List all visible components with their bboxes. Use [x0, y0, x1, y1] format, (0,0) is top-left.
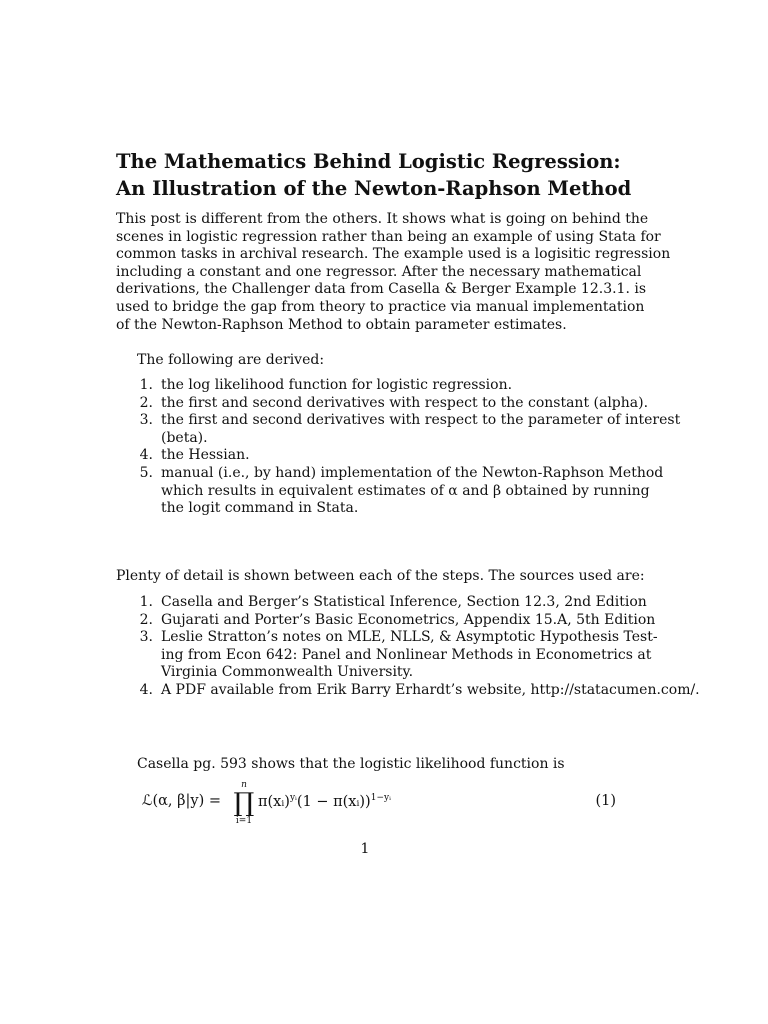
list-number: 3.	[139, 629, 153, 646]
intro-line: including a constant and one regressor. After the necessary mathematical	[116, 263, 642, 280]
likelihood-equation	[140, 778, 620, 830]
derived-list	[125, 377, 681, 518]
equation-number: (1)	[595, 793, 616, 809]
list-number: 1.	[139, 377, 153, 393]
page-number: 1	[360, 841, 370, 857]
list-number: 4.	[139, 681, 153, 698]
list-item	[125, 394, 649, 413]
list-item	[125, 377, 625, 395]
list-number: 4.	[139, 447, 153, 464]
list-text: A PDF available from Erik Barry Erhardt’s website, http://statacumen.com/.	[161, 681, 700, 698]
list-text: the logit command in Stata.	[161, 500, 359, 517]
sources-lead: Plenty of detail is shown between each of the steps. The sources used are:	[116, 568, 645, 584]
equation-exponent-1: yᵢ	[289, 793, 297, 803]
list-number: 3.	[139, 412, 153, 429]
page-title	[116, 148, 676, 202]
list-text: manual (i.e., by hand) implementation of the Newton-Raphson Method	[161, 464, 664, 481]
list-text: (beta).	[161, 429, 208, 446]
list-text: the Hessian.	[161, 447, 250, 464]
list-item	[125, 464, 664, 518]
list-number: 2.	[139, 394, 153, 411]
equation-rhs-main: π(xᵢ)	[258, 794, 290, 810]
list-item	[125, 412, 681, 447]
list-text: Leslie Stratton’s notes on MLE, NLLS, & Asymptotic Hypothesis Test-	[161, 629, 658, 646]
product-upper-limit: n	[241, 780, 247, 790]
equation-rhs	[258, 793, 391, 810]
list-number: 2.	[139, 611, 153, 628]
equation-lhs: ℒ(α, β|y) =	[142, 793, 221, 809]
intro-line: scenes in logistic regression rather than being an example of using Stata for	[116, 228, 661, 245]
list-text: the first and second derivatives with respect to the constant (alpha).	[161, 394, 649, 411]
intro-line: common tasks in archival research. The example used is a logisitic regression	[116, 246, 671, 263]
list-item	[125, 447, 625, 465]
intro-line: of the Newton-Raphson Method to obtain parameter estimates.	[116, 316, 567, 333]
title-line-2: An Illustration of the Newton-Raphson Method	[116, 177, 632, 200]
list-number: 5.	[139, 464, 153, 481]
equation-rhs-mid: (1 − π(xᵢ))	[296, 794, 371, 810]
product-lower-limit: i=1	[235, 816, 253, 826]
product-symbol: ∏	[233, 788, 255, 818]
list-text: Gujarati and Porter’s Basic Econometrics, Appendix 15.A, 5th Edition	[161, 611, 656, 628]
list-text: which results in equivalent estimates of α and β obtained by running	[161, 482, 650, 499]
list-text: ing from Econ 642: Panel and Nonlinear Methods in Econometrics at	[161, 646, 652, 663]
list-text: Casella and Berger’s Statistical Inference, Section 12.3, 2nd Edition	[161, 594, 647, 610]
intro-paragraph	[116, 211, 671, 334]
sources-list	[125, 594, 700, 700]
list-item	[125, 629, 658, 682]
intro-line: derivations, the Challenger data from Casella & Berger Example 12.3.1. is	[116, 281, 647, 298]
list-number: 1.	[139, 594, 153, 610]
casella-sentence: Casella pg. 593 shows that the logistic likelihood function is	[137, 756, 565, 772]
title-line-1: The Mathematics Behind Logistic Regression:	[116, 150, 621, 173]
list-item	[125, 611, 656, 630]
list-text: the log likelihood function for logistic regression.	[161, 377, 513, 393]
list-text: the first and second derivatives with respect to the parameter of interest	[161, 412, 681, 429]
intro-line: used to bridge the gap from theory to practice via manual implementation	[116, 298, 645, 315]
list-item	[125, 594, 647, 612]
list-text: Virginia Commonwealth University.	[161, 664, 414, 681]
product-operator	[233, 780, 255, 826]
derived-lead: The following are derived:	[137, 352, 325, 368]
intro-line: This post is different from the others. It shows what is going on behind the	[116, 211, 649, 227]
equation-exponent-2: 1−yᵢ	[370, 793, 391, 803]
list-item	[125, 681, 700, 700]
